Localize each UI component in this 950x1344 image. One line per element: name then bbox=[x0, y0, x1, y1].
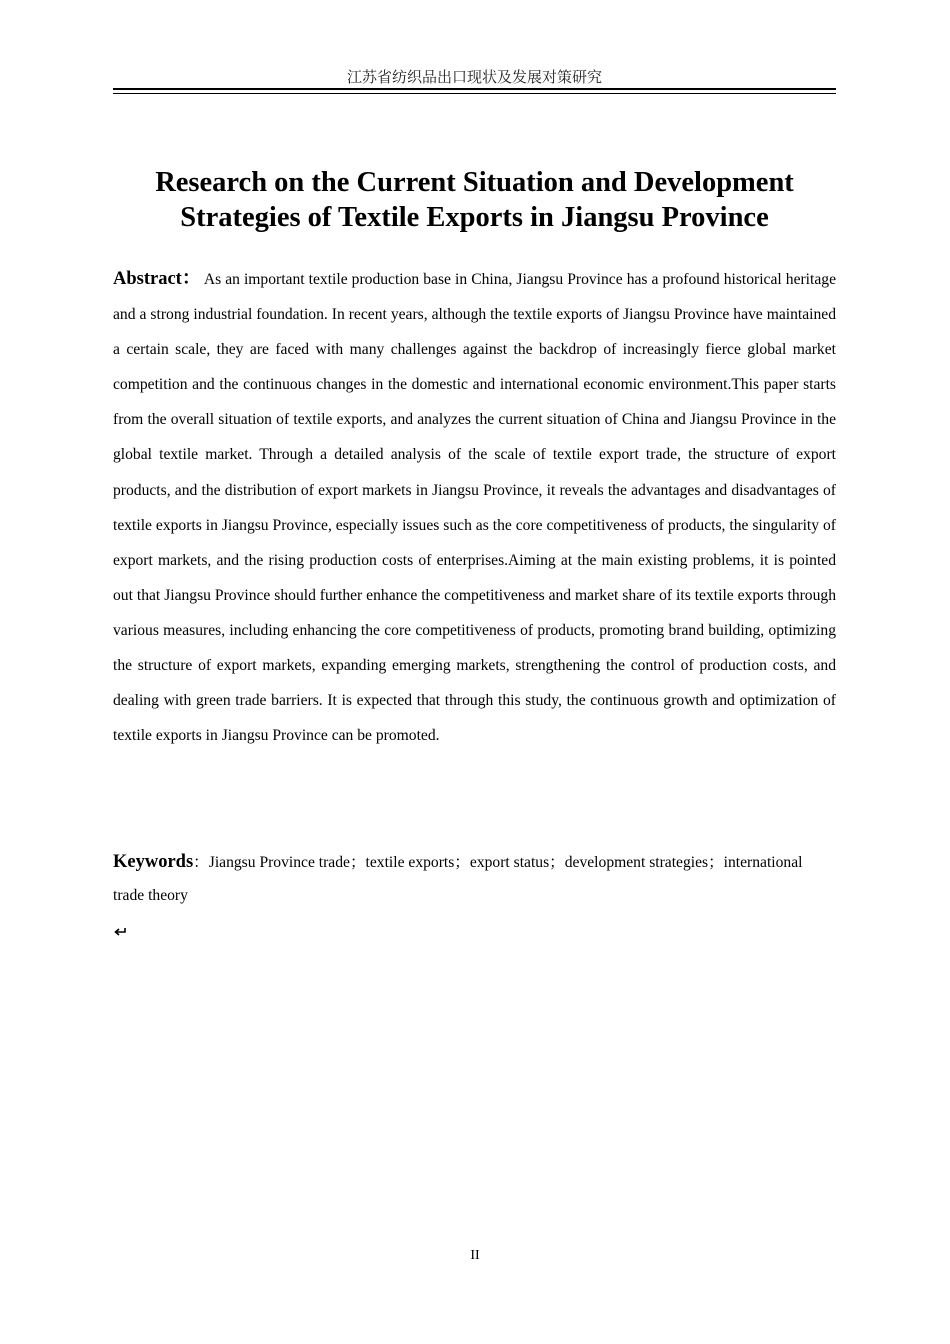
return-arrow-icon bbox=[113, 924, 127, 938]
running-header: 江苏省纺织品出口现状及发展对策研究 bbox=[346, 68, 602, 86]
abstract-label: Abstract： bbox=[113, 269, 201, 289]
header-rule-thick bbox=[113, 88, 836, 90]
keywords-text: ：Jiangsu Province trade；textile exports；export status；development strategies；international trade theory bbox=[113, 854, 803, 904]
abstract-text: As an important textile production base in China, Jiangsu Province has a profound historical heritage and a strong industrial foundation. In recent years, although the textile exports of Jiangsu Province have maintained a certain scale, they are faced with many challenges against the backdrop of increasingly fierce global market competition and the continuous changes in the domestic and international economic environment.This paper starts from the overall situation of textile exports, and analyzes the current situation of China and Jiangsu Province in the global textile market. Through a detailed analysis of the scale of textile export trade, the structure of export products, and the distribution of export markets in Jiangsu Province, it reveals the advantages and disadvantages of textile exports in Jiangsu Province, especially issues such as the core competitiveness of products, the singularity of export markets, and the rising production costs of enterprises.Aiming at the main existing problems, it is pointed out that Jiangsu Province should further enhance the competitiveness and market share of its textile exports through various measures, including enhancing the core competitiveness of products, promoting brand building, optimizing the structure of export markets, expanding emerging markets, strengthening the control of production costs, and dealing with green trade barriers. It is expected that through this study, the continuous growth and optimization of textile exports in Jiangsu Province can be promoted. bbox=[113, 271, 836, 745]
keywords-label: Keywords bbox=[113, 852, 194, 872]
paper-title-line-1: Research on the Current Situation and Development bbox=[155, 167, 794, 198]
paper-title bbox=[113, 165, 836, 235]
paper-title-line-2: Strategies of Textile Exports in Jiangsu Province bbox=[180, 202, 769, 233]
abstract-paragraph bbox=[113, 262, 836, 753]
header-rule-thin bbox=[113, 93, 836, 94]
page-number: II bbox=[470, 1248, 480, 1263]
keywords-paragraph bbox=[113, 846, 836, 912]
